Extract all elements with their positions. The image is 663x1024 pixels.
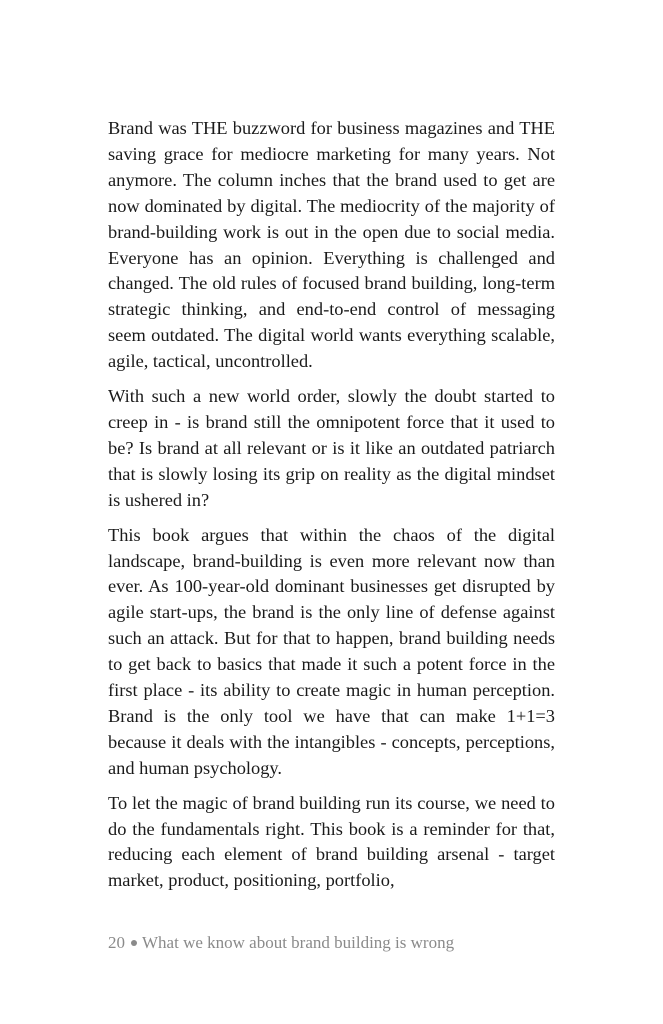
paragraph-magic-of-brand-building: To let the magic of brand building run its course, we need to do the fundamentals right. This book is a reminder for that, reducing each element of brand building arsenal - target market, product, positioning, portfolio,: [108, 792, 555, 891]
paragraph-book-argues: This book argues that within the chaos of the digital landscape, brand-building is even more relevant now than ever. As 100-year-old dominant businesses get disrupted by agile start-ups, the brand is the only line of defense against such an attack. But for that to happen, brand building needs to get back to basics that made it such a potent force in the first place - its ability to create magic in human perception. Brand is the only tool we have that can make 1+1=3 because it deals with the intangibles - concepts, perceptions, and human psychology.: [108, 524, 555, 778]
running-title: What we know about brand building is wrong: [142, 933, 455, 952]
page-number: 20: [108, 933, 125, 952]
bullet-separator-icon: [131, 940, 137, 946]
page-footer: [108, 931, 454, 955]
paragraph-new-world-order: With such a new world order, slowly the doubt started to creep in - is brand still the omnipotent force that it used to be? Is brand at all relevant or is it like an outdated patriarch that is slowly losing its grip on reality as the digital mindset is ushered in?: [108, 386, 555, 510]
paragraph-brand-buzzword: Brand was THE buzzword for business magazines and THE saving grace for mediocre marketing for many years. Not anymore. The column inches that the brand used to get are now dominated by digital. The mediocrity of the majority of brand-building work is out in the open due to social media. Everyone has an opinion. Everything is challenged and changed. The old rules of focused brand building, long-term strategic thinking, and end-to-end control of messaging seem outdated. The digital world wants everything scalable, agile, tactical, uncontrolled.: [108, 118, 555, 372]
page-body: [108, 116, 555, 903]
